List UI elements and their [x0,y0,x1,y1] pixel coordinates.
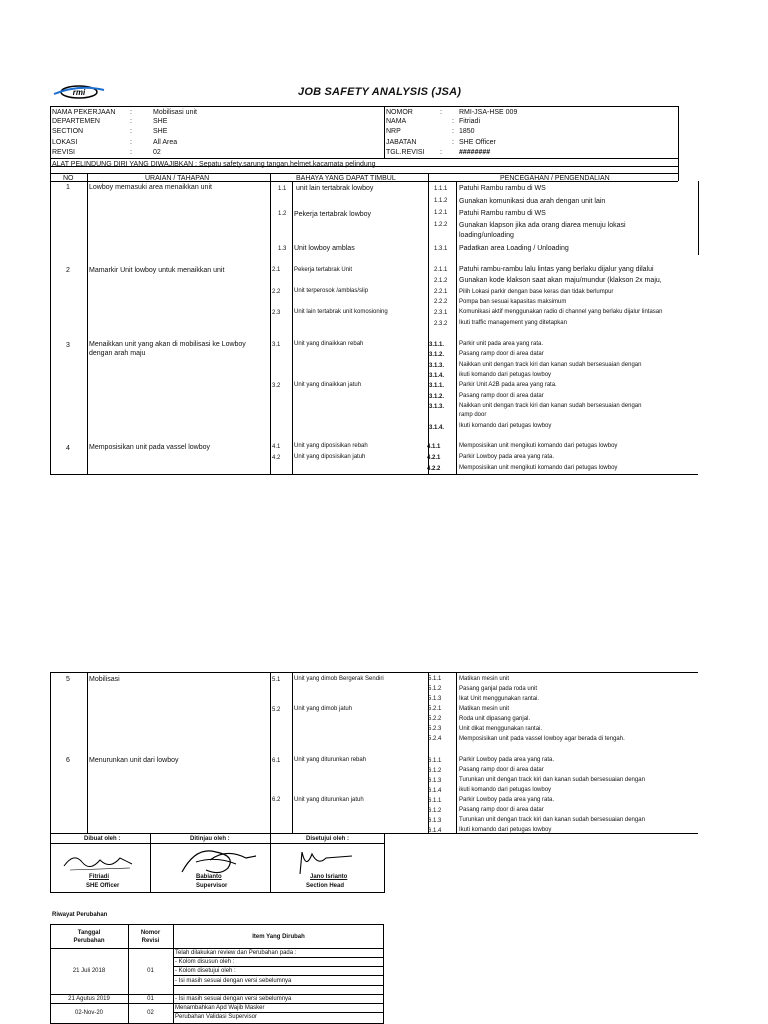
hazard-text: Unit terperosok /amblas/slip [294,288,369,294]
field-value: SHE [153,128,168,135]
step-description: Mamarkir Unit lowboy untuk menaikkan unit [89,267,225,274]
signer-name: Jano Isrianto [310,874,348,880]
history-col-date: Tanggal [77,930,101,936]
control-text: Roda unit dipasang ganjal. [459,716,531,722]
control-text: Memposisikan unit pada vassel lowboy agar berada di tengah. [459,736,625,742]
step-description: Menurunkan unit dari lowboy [89,757,179,764]
control-text: Memposisikan unit mengikuti komando dari petugas lowboy [459,465,618,471]
field-label: REVISI [52,149,75,156]
field-value: All Area [153,139,178,146]
control-text: loading/unloading [459,232,514,239]
signature-heading-dibuat: Dibuat oleh : [84,836,121,842]
hazard-text: Unit yang dinaikkan rebah [294,341,364,347]
hazard-text: Pekerja tertabrak lowboy [294,211,372,218]
hazard-text: Unit yang diturunkan rebah [294,757,367,763]
field-label: JABATAN [386,139,417,146]
control-text: Gunakan komunikasi dua arah dengan unit lain [459,198,606,205]
step-description: Lowboy memasuki area menaikkan unit [89,184,212,191]
col-header-uraian: URAIAN / TAHAPAN [145,175,210,182]
history-col-revision: Nomor [140,930,161,936]
hazard-text: Unit yang diposisikan jatuh [294,454,366,460]
history-col-item: Item Yang Dirubah [252,934,305,940]
col-header-pencegahan: PENCEGAHAN / PENGENDALIAN [500,175,610,182]
signer-role: SHE Officer [86,883,120,889]
control-text: Memposisikan unit mengikuti komando dari petugas lowboy [459,443,618,449]
field-label: NRP [386,128,401,135]
control-text: Patuhi Rambu rambu di WS [459,210,546,217]
col-header-bahaya: BAHAYA YANG DAPAT TIMBUL [296,175,396,182]
step-number: 6 [66,757,70,764]
field-label: NAMA [386,118,407,125]
col-header-no: NO [63,175,74,182]
field-label: LOKASI [52,139,78,146]
control-text: Naikkan unit dengan track kiri dan kanan sudah bersesuaian dengan [459,362,642,368]
control-text: Pasang ramp door di area datar [459,351,544,357]
signer-role: Section Head [306,883,345,889]
field-label: NAMA PEKERJAAN [52,109,116,116]
field-value: RMI-JSA-HSE 009 [459,109,518,116]
control-text: Naikkan unit dengan track kiri dan kanan sudah bersesuaian dengan [459,403,642,409]
control-text: Parkir Unit A2B pada area yang rata. [459,382,557,388]
control-text: Ikuti traffic management yang ditetapkan [459,320,567,326]
control-text: Unit dikat menggunakan rantai. [459,726,543,732]
logo-text: rmi [72,88,86,97]
field-value: Fitriadi [459,118,481,125]
field-label: NOMOR [386,109,413,116]
control-text: Pasang ramp door di area datar [459,767,544,773]
control-text: Ikuti komando dari petugas lowboy [459,827,552,833]
control-text: Pasang ramp door di area datar [459,393,544,399]
history-title: Riwayat Perubahan [52,912,108,918]
control-text: ramp door [459,412,487,418]
step-number: 2 [66,267,70,274]
control-text: Pilih Lokasi parkir dengan base keras dan tidak berlumpur [459,289,614,295]
field-value: 02 [153,149,161,156]
field-value: Mobilisasi unit [153,109,197,116]
field-value: SHE [153,118,168,125]
control-text: Komunikasi aktif menggunakan radio di channel yang berlaku dijalur lintasan [459,309,663,315]
step-description: dengan arah maju [89,350,146,357]
control-text: Parkir Lowboy pada area yang rata. [459,454,555,460]
control-text: ikuti komando dari petugas lowboy [459,787,552,793]
hazard-text: Unit yang dimob Bergerak Sendiri [294,676,384,682]
document-title: JOB SAFETY ANALYSIS (JSA) [298,86,462,98]
hazard-text: Unit lowboy amblas [294,245,355,252]
control-text: Parkir Lowboy pada area yang rata. [459,757,555,763]
hazard-text: Unit yang diposisikan rebah [294,443,368,449]
hazard-text: Unit lain tertabrak unit komosioning [294,309,388,315]
hazard-text: unit lain tertabrak lowboy [296,185,374,192]
step-number: 3 [66,342,70,349]
step-number: 5 [66,676,70,683]
signer-name: Fitriadi [89,874,110,880]
control-text: Patuhi Rambu rambu di WS [459,185,546,192]
control-text: Gunakan kode klakson saat akan maju/mundur (klakson 2x maju, [459,277,662,284]
field-label: DEPARTEMEN [52,118,100,125]
control-text: Matikan mesin unit [459,706,510,712]
field-label: TGL.REVISI [386,149,425,156]
control-text: Padatkan area Loading / Unloading [459,245,569,252]
control-text: Gunakan klapson jika ada orang diarea menuju lokasi [459,222,626,229]
control-text: Matikan mesin unit [459,676,510,682]
signature-heading-disetujui: Disetujui oleh : [306,836,350,842]
control-text: ikuti komando dari petugas lowboy [459,372,552,378]
control-text: Pasang ramp door di area datar [459,807,544,813]
hazard-text: Unit yang diturunkan jatuh [294,797,364,803]
signer-name: Babianto [196,874,222,880]
control-text: Pasang ganjal pada roda unit [459,686,538,692]
step-number: 4 [66,445,70,452]
apd-requirement: ALAT PELINDUNG DIRI YANG DIWAJIBKAN : Sepatu safety,sarung tangan,helmet,kacamata pelindung [52,161,376,168]
step-description: Mobilisasi [89,676,120,683]
control-text: Ikuti komando dari petugas lowboy [459,423,552,429]
hazard-text: Unit yang dinaikkan jatuh [294,382,362,388]
hazard-text: Pekerja tertabrak Unit [294,267,353,273]
hazard-text: Unit yang dimob jatuh [294,706,353,712]
field-value: SHE Officer [459,139,496,146]
field-value: 1850 [459,128,475,135]
step-description: Menaikkan unit yang akan di mobilisasi ke Lowboy [89,341,246,348]
signature-heading-ditinjau: Ditinjau oleh : [190,836,230,842]
step-number: 1 [66,184,70,191]
company-logo [52,84,106,100]
control-text: Ikat Unit menggunakan rantai. [459,696,540,702]
step-description: Memposisikan unit pada vassel lowboy [89,444,211,451]
control-text: Parkir Lowboy pada area yang rata. [459,797,555,803]
field-label: SECTION [52,128,84,135]
control-text: Pompa ban sesuai kapasitas maksimum [459,299,567,305]
signer-role: Supervisor [196,883,228,889]
control-text: Parkir unit pada area yang rata. [459,341,544,347]
control-text: Patuhi rambu-rambu lalu lintas yang berlaku dijalur yang dilalui [459,266,654,273]
field-value: ######## [459,149,491,156]
control-text: Turunkan unit dengan track kiri dan kanan sudah bersesuaian dengan [459,817,645,823]
control-text: Turunkan unit dengan track kiri dan kanan sudah bersesuaian dengan [459,777,645,783]
